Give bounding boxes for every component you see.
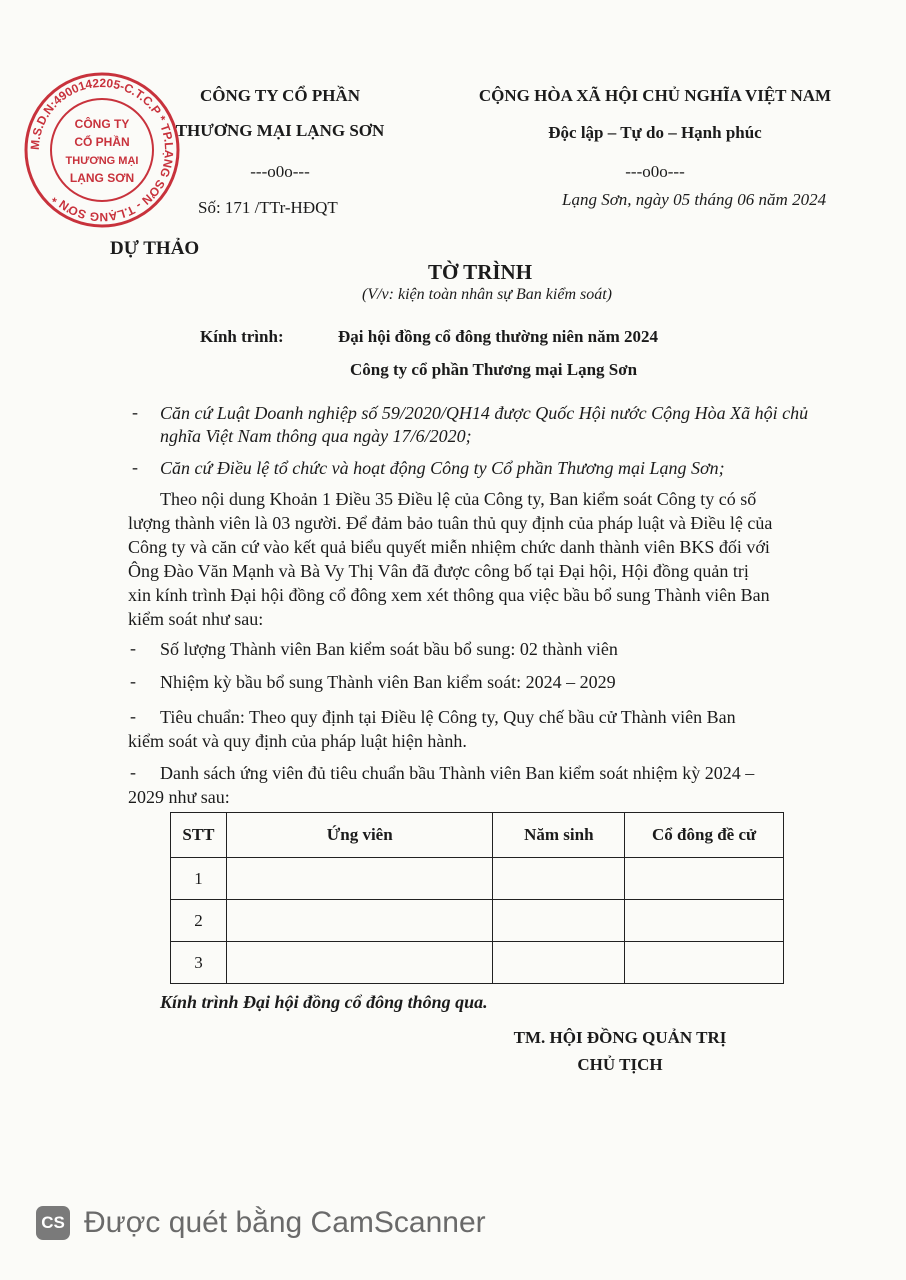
header-birth-year: Năm sinh: [493, 813, 625, 858]
row-nominator: [625, 900, 784, 942]
bullet-dash: -: [132, 457, 138, 477]
intro-line: xin kính trình Đại hội đồng cổ đông xem xét thông qua việc bầu bổ sung Thành viên Ban: [128, 585, 770, 605]
intro-line: Theo nội dung Khoản 1 Điều 35 Điều lệ của Công ty, Ban kiểm soát Công ty có số: [160, 489, 757, 509]
intro-line: Ông Đào Văn Mạnh và Bà Vy Thị Vân đã được công bố tại Đại hội, Hội đồng quản trị: [128, 561, 749, 581]
item-criteria-line2: kiểm soát và quy định của pháp luật hiện hành.: [128, 731, 467, 751]
seal-center-line: THƯƠNG MẠI: [65, 155, 139, 167]
bullet-dash: -: [130, 638, 136, 658]
draft-label: DỰ THẢO: [110, 238, 200, 259]
row-birth-year: [493, 858, 625, 900]
basis-charter: Căn cứ Điều lệ tổ chức và hoạt động Công ty Cổ phần Thương mại Lạng Sơn;: [160, 458, 725, 478]
row-candidate: [226, 858, 493, 900]
item-criteria-line1: Tiêu chuẩn: Theo quy định tại Điều lệ Công ty, Quy chế bầu cử Thành viên Ban: [160, 707, 736, 727]
table-row: [171, 858, 784, 900]
bullet-dash: -: [132, 402, 138, 422]
bullet-dash: -: [130, 671, 136, 691]
company-name-line2: THƯƠNG MẠI LẠNG SƠN: [175, 121, 385, 140]
right-separator: ---o0o---: [625, 162, 685, 181]
seal-center-line: LẠNG SƠN: [69, 171, 135, 185]
camscanner-icon: CS: [36, 1206, 70, 1240]
company-name-line1: CÔNG TY CỔ PHẦN: [199, 86, 361, 105]
row-nominator: [625, 858, 784, 900]
scanner-watermark: [36, 1206, 486, 1240]
row-stt: 2: [171, 900, 227, 942]
item-term: Nhiệm kỳ bầu bổ sung Thành viên Ban kiểm soát: 2024 – 2029: [160, 672, 616, 692]
candidate-table: [170, 812, 784, 984]
document-number: Số: 171 /TTr-HĐQT: [198, 198, 338, 217]
header-candidate: Ứng viên: [226, 813, 493, 858]
row-nominator: [625, 942, 784, 984]
row-candidate: [226, 900, 493, 942]
scanner-watermark-text: Được quét bằng CamScanner: [84, 1206, 486, 1239]
table-header-row: [171, 813, 784, 858]
intro-line: kiểm soát như sau:: [128, 609, 264, 629]
row-birth-year: [493, 942, 625, 984]
basis-law-line1: Căn cứ Luật Doanh nghiệp số 59/2020/QH14 được Quốc Hội nước Cộng Hòa Xã hội chủ: [160, 403, 809, 423]
signature-title: TM. HỘI ĐỒNG QUẢN TRỊ: [513, 1028, 727, 1047]
national-motto: Độc lập – Tự do – Hạnh phúc: [548, 123, 762, 142]
seal-ring-text: M.S.D.N:4900142205-C.T.C.P * TP.LẠNG SƠN - T.LẠNG SƠN *: [27, 75, 177, 225]
row-birth-year: [493, 900, 625, 942]
signature-role: CHỦ TỊCH: [577, 1055, 663, 1074]
recipient-line1: Đại hội đồng cổ đông thường niên năm 2024: [338, 327, 659, 346]
nation-title: CỘNG HÒA XÃ HỘI CHỦ NGHĨA VIỆT NAM: [478, 86, 832, 105]
intro-line: lượng thành viên là 03 người. Để đảm bảo tuân thủ quy định của pháp luật và Điều lệ của: [128, 513, 773, 533]
closing-statement: Kính trình Đại hội đồng cổ đông thông qua.: [160, 992, 488, 1012]
seal-center-line: CỔ PHẦN: [74, 135, 130, 149]
place-and-date: Lạng Sơn, ngày 05 tháng 06 năm 2024: [562, 190, 827, 209]
recipient-label: Kính trình:: [200, 327, 284, 346]
row-stt: 1: [171, 858, 227, 900]
row-candidate: [226, 942, 493, 984]
row-stt: 3: [171, 942, 227, 984]
seal-center-line: CÔNG TY: [74, 117, 130, 131]
table-row: [171, 900, 784, 942]
item-list-line1: Danh sách ứng viên đủ tiêu chuẩn bầu Thành viên Ban kiểm soát nhiệm kỳ 2024 –: [160, 763, 755, 783]
left-separator: ---o0o---: [250, 162, 310, 181]
document-subtitle: (V/v: kiện toàn nhân sự Ban kiểm soát): [362, 286, 612, 303]
document-title: TỜ TRÌNH: [427, 260, 533, 284]
company-seal: [22, 70, 182, 230]
basis-law-line2: nghĩa Việt Nam thông qua ngày 17/6/2020;: [160, 426, 472, 446]
header-stt: STT: [171, 813, 227, 858]
intro-line: Công ty và căn cứ vào kết quả biểu quyết miễn nhiệm chức danh thành viên BKS đối với: [128, 537, 770, 557]
bullet-dash: -: [130, 706, 136, 726]
table-row: [171, 942, 784, 984]
item-member-count: Số lượng Thành viên Ban kiểm soát bầu bổ sung: 02 thành viên: [160, 639, 618, 659]
header-nominator: Cổ đông đề cử: [625, 813, 784, 858]
bullet-dash: -: [130, 762, 136, 782]
recipient-line2: Công ty cổ phần Thương mại Lạng Sơn: [350, 360, 638, 379]
item-list-line2: 2029 như sau:: [128, 787, 230, 807]
